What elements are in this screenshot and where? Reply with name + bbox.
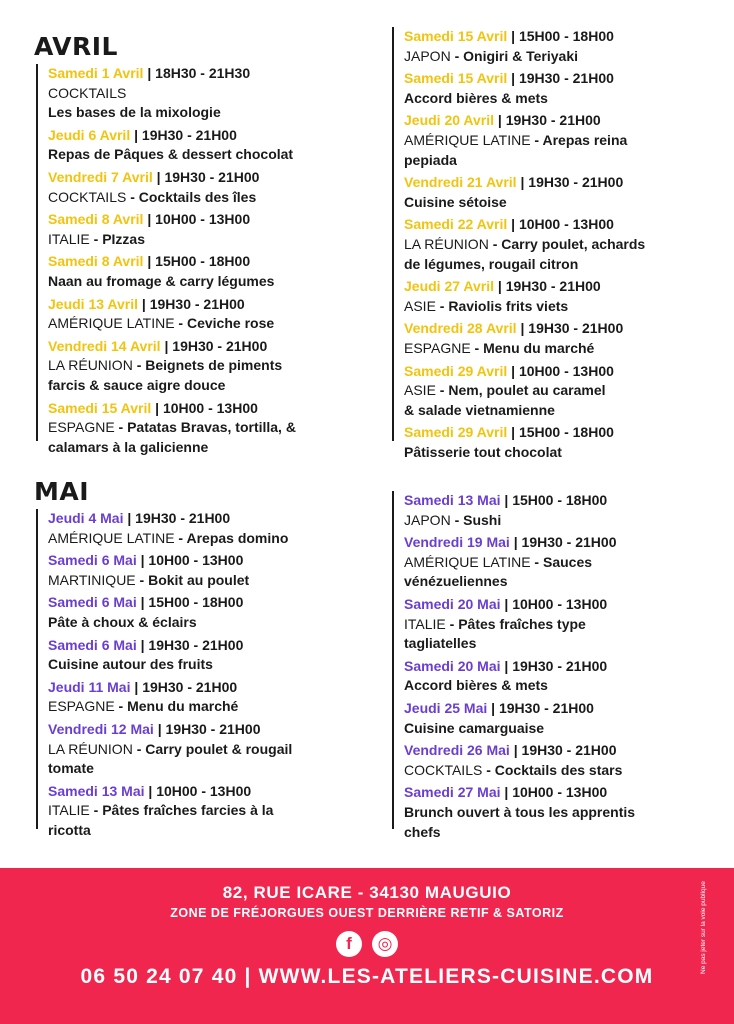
schedule-entry (48, 337, 368, 396)
address-line-1: 82, RUE ICARE - 34130 MAUGUIO (222, 883, 512, 902)
entry-date: Samedi 22 Avril (404, 216, 508, 233)
entry-description (404, 719, 722, 739)
entry-description (48, 801, 368, 821)
entry-text: - Pâtes fraîches type (445, 615, 586, 632)
schedule-entry (404, 319, 722, 358)
entry-date: Samedi 29 Avril (404, 362, 508, 379)
entry-time: 15H00 - 18H00 (155, 253, 251, 270)
entry-text: - Cocktails des îles (126, 188, 257, 205)
entry-description (404, 761, 722, 781)
entry-time: 19H30 - 21H00 (528, 320, 624, 337)
schedule-entry (404, 173, 722, 212)
entry-description (48, 740, 368, 760)
mai-schedule-left (36, 509, 368, 838)
entry-theme: ITALIE (404, 615, 446, 632)
entry-time: 19H30 - 21H00 (521, 742, 617, 759)
entry-time: 19H30 - 21H00 (148, 636, 244, 653)
entry-description (404, 572, 722, 592)
entry-text: ricotta (48, 821, 91, 838)
entry-time: 10H00 - 13H00 (518, 362, 614, 379)
facebook-icon[interactable]: f (336, 931, 362, 957)
avril-schedule-left (36, 64, 368, 455)
entry-time: 19H30 - 21H00 (505, 112, 601, 129)
entry-date-time: Samedi 6 Mai | 10H00 - 13H00 (48, 552, 244, 569)
schedule-entry (48, 126, 368, 165)
entry-text: Naan au fromage & carry légumes (48, 272, 275, 289)
entry-date: Samedi 13 Mai (48, 782, 145, 799)
schedule-entry (48, 168, 368, 207)
entry-date-time: Samedi 20 Mai | 10H00 - 13H00 (404, 595, 608, 612)
entry-date-time: Jeudi 4 Mai | 19H30 - 21H00 (48, 510, 231, 526)
entry-date: Samedi 29 Avril (404, 424, 508, 441)
entry-description (404, 401, 722, 421)
entry-description (48, 272, 368, 292)
mai-schedule-right (392, 491, 722, 840)
schedule-entry (48, 210, 368, 249)
entry-theme: LA RÉUNION (48, 740, 133, 757)
entry-date: Samedi 20 Mai (404, 657, 501, 674)
entry-theme: LA RÉUNION (48, 357, 133, 374)
entry-description (48, 188, 368, 208)
schedule-entry (404, 699, 722, 738)
entry-time: 19H30 - 21H00 (505, 278, 601, 295)
entry-time: 19H30 - 21H00 (135, 510, 231, 526)
entry-text: Brunch ouvert à tous les apprentis (404, 803, 636, 820)
entry-description (404, 634, 722, 654)
entry-date: Samedi 15 Avril (404, 28, 508, 44)
entry-time: 19H30 - 21H00 (512, 657, 608, 674)
entry-date: Jeudi 13 Avril (48, 295, 139, 312)
entry-time: 19H30 - 21H00 (149, 295, 245, 312)
entry-text: - Arepas reina (530, 131, 628, 148)
entry-description (48, 821, 368, 841)
entry-theme: AMÉRIQUE LATINE (404, 131, 531, 148)
avril-schedule-right (392, 27, 722, 460)
address-line-2: ZONE DE FRÉJORGUES OUEST DERRIÈRE RETIF & SATORIZ (170, 906, 564, 920)
entry-date-time: Samedi 6 Mai | 15H00 - 18H00 (48, 594, 244, 611)
entry-text: - Sauces (530, 553, 593, 570)
entry-date-time: Samedi 13 Mai | 10H00 - 13H00 (48, 782, 252, 799)
entry-text: - Carry poulet, achards (488, 235, 646, 252)
schedule-entry (404, 741, 722, 780)
entry-text: - PIzzas (89, 230, 146, 247)
entry-text: farcis & sauce aigre douce (48, 376, 226, 393)
entry-text: - Ceviche rose (174, 315, 275, 332)
entry-time: 10H00 - 13H00 (512, 784, 608, 801)
entry-date-time: Samedi 15 Avril | 15H00 - 18H00 (404, 28, 614, 44)
entry-theme: ASIE (404, 297, 436, 314)
entry-description (404, 443, 722, 463)
entry-description (404, 553, 722, 573)
entry-theme: AMÉRIQUE LATINE (404, 553, 531, 570)
entry-description (48, 529, 368, 549)
schedule-entry (404, 533, 722, 592)
entry-text: de légumes, rougail citron (404, 255, 579, 272)
entry-text: chefs (404, 823, 441, 840)
entry-time: 19H30 - 21H00 (498, 699, 594, 716)
social-links (0, 931, 734, 957)
entry-description (404, 803, 722, 823)
schedule-entry (404, 595, 722, 654)
entry-text: - Beignets de piments (132, 357, 283, 374)
entry-date: Jeudi 25 Mai (404, 699, 488, 716)
entry-date-time: Samedi 22 Avril | 10H00 - 13H00 (404, 216, 614, 233)
entry-date-time: Vendredi 14 Avril | 19H30 - 21H00 (48, 337, 268, 354)
entry-date: Jeudi 4 Mai (48, 510, 124, 526)
entry-description (48, 759, 368, 779)
entry-text: Cuisine camarguaise (404, 719, 545, 736)
entry-date-time: Samedi 29 Avril | 10H00 - 13H00 (404, 362, 614, 379)
entry-theme: ESPAGNE (404, 339, 471, 356)
entry-text: Pâte à choux & éclairs (48, 613, 197, 630)
entry-time: 19H30 - 21H00 (172, 337, 268, 354)
entry-description (404, 47, 722, 67)
entry-date-time: Vendredi 28 Avril | 19H30 - 21H00 (404, 320, 624, 337)
schedule-entry (48, 720, 368, 779)
schedule-entry (48, 678, 368, 717)
schedule-entry (48, 252, 368, 291)
entry-description (404, 255, 722, 275)
schedule-entry (404, 423, 722, 462)
entry-date-time: Samedi 15 Avril | 10H00 - 13H00 (48, 399, 258, 416)
entry-date: Vendredi 21 Avril (404, 174, 517, 191)
footer (0, 868, 734, 1024)
entry-description (404, 235, 722, 255)
entry-date: Samedi 8 Avril (48, 211, 144, 228)
entry-theme: COCKTAILS (48, 84, 127, 101)
entry-text: Cuisine autour des fruits (48, 656, 213, 673)
entry-text: - Menu du marché (470, 339, 595, 356)
entry-text: & salade vietnamienne (404, 401, 555, 418)
entry-date: Jeudi 27 Avril (404, 278, 495, 295)
entry-theme: AMÉRIQUE LATINE (48, 529, 175, 546)
entry-theme: ESPAGNE (48, 698, 115, 715)
entry-date: Samedi 27 Mai (404, 784, 501, 801)
entry-date-time: Samedi 29 Avril | 15H00 - 18H00 (404, 424, 614, 441)
entry-date: Vendredi 19 Mai (404, 534, 510, 551)
entry-date: Samedi 15 Avril (404, 70, 508, 87)
entry-description (48, 697, 368, 717)
entry-theme: MARTINIQUE (48, 571, 136, 588)
entry-text: tagliatelles (404, 635, 477, 652)
entry-text: Cuisine sétoise (404, 193, 507, 210)
entry-time: 10H00 - 13H00 (156, 782, 252, 799)
entry-date: Vendredi 12 Mai (48, 720, 154, 737)
entry-theme: LA RÉUNION (404, 235, 489, 252)
entry-theme: JAPON (404, 511, 451, 528)
entry-time: 10H00 - 13H00 (518, 216, 614, 233)
entry-time: 19H30 - 21H00 (165, 720, 261, 737)
entry-description (404, 381, 722, 401)
entry-description (48, 356, 368, 376)
entry-description (48, 376, 368, 396)
schedule-entry (404, 277, 722, 316)
entry-text: Repas de Pâques & dessert chocolat (48, 146, 294, 163)
entry-description (48, 438, 368, 458)
entry-description (48, 418, 368, 438)
entry-theme: ESPAGNE (48, 419, 115, 436)
entry-description (404, 823, 722, 843)
entry-time: 10H00 - 13H00 (155, 211, 251, 228)
schedule-entry (48, 295, 368, 334)
schedule-entry (404, 783, 722, 842)
entry-time: 19H30 - 21H00 (528, 174, 624, 191)
schedule-entry (48, 509, 368, 548)
entry-time: 18H30 - 21H30 (155, 65, 251, 81)
entry-description (404, 511, 722, 531)
entry-text: - Menu du marché (114, 698, 239, 715)
entry-time: 19H30 - 21H00 (142, 678, 238, 695)
entry-text: Accord bières & mets (404, 677, 548, 694)
entry-date: Samedi 6 Mai (48, 594, 137, 611)
entry-time: 19H30 - 21H00 (518, 70, 614, 87)
entry-date-time: Samedi 6 Mai | 19H30 - 21H00 (48, 636, 244, 653)
entry-description (48, 84, 368, 104)
entry-text: - Patatas Bravas, tortilla, & (114, 419, 296, 436)
entry-text: Accord bières & mets (404, 89, 548, 106)
entry-description (404, 89, 722, 109)
entry-date: Samedi 6 Mai (48, 636, 137, 653)
entry-date: Jeudi 20 Avril (404, 112, 495, 129)
entry-date: Vendredi 14 Avril (48, 337, 161, 354)
entry-description (48, 230, 368, 250)
entry-date-time: Jeudi 13 Avril | 19H30 - 21H00 (48, 295, 245, 312)
entry-theme: ITALIE (48, 230, 90, 247)
entry-text: calamars à la galicienne (48, 438, 209, 455)
schedule-entry (48, 399, 368, 458)
entry-date: Samedi 13 Mai (404, 492, 501, 508)
entry-time: 10H00 - 13H00 (162, 399, 258, 416)
contact-phone-website[interactable]: 06 50 24 07 40 | WWW.LES-ATELIERS-CUISINE.COM (80, 965, 654, 988)
schedule-entry (404, 491, 722, 530)
schedule-entry (404, 215, 722, 274)
entry-date: Samedi 6 Mai (48, 552, 137, 569)
entry-time: 10H00 - 13H00 (148, 552, 244, 569)
entry-date-time: Samedi 8 Avril | 10H00 - 13H00 (48, 211, 251, 228)
entry-date: Samedi 8 Avril (48, 253, 144, 270)
entry-text: - Sushi (450, 511, 502, 528)
schedule-entry (404, 657, 722, 696)
entry-text: - Onigiri & Teriyaki (450, 47, 579, 64)
entry-theme: JAPON (404, 47, 451, 64)
entry-description (48, 655, 368, 675)
entry-date-time: Vendredi 12 Mai | 19H30 - 21H00 (48, 720, 261, 737)
entry-date-time: Jeudi 25 Mai | 19H30 - 21H00 (404, 699, 594, 716)
entry-text: - Pâtes fraîches farcies à la (89, 802, 274, 819)
month-title-avril: AVRIL (34, 32, 118, 61)
entry-date-time: Samedi 8 Avril | 15H00 - 18H00 (48, 253, 251, 270)
entry-time: 19H30 - 21H00 (521, 534, 617, 551)
entry-theme: COCKTAILS (48, 188, 127, 205)
instagram-icon[interactable]: ◎ (372, 931, 398, 957)
entry-date-time: Samedi 13 Mai | 15H00 - 18H00 (404, 492, 608, 508)
entry-date-time: Vendredi 7 Avril | 19H30 - 21H00 (48, 168, 260, 185)
schedule-entry (404, 111, 722, 170)
entry-time: 19H30 - 21H00 (141, 126, 237, 143)
entry-text: Pâtisserie tout chocolat (404, 443, 562, 460)
entry-text: - Bokit au poulet (135, 571, 250, 588)
entry-date-time: Vendredi 26 Mai | 19H30 - 21H00 (404, 742, 617, 759)
entry-text: - Cocktails des stars (482, 761, 623, 778)
entry-text: - Raviolis frits viets (435, 297, 569, 314)
entry-text: vénézueliennes (404, 573, 508, 590)
schedule-entry (48, 636, 368, 675)
entry-description (404, 297, 722, 317)
entry-time: 19H30 - 21H00 (164, 168, 260, 185)
entry-description (48, 613, 368, 633)
entry-date: Samedi 15 Avril (48, 399, 152, 416)
entry-theme: ITALIE (48, 802, 90, 819)
entry-date-time: Jeudi 6 Avril | 19H30 - 21H00 (48, 126, 237, 143)
entry-text: - Nem, poulet au caramel (435, 382, 606, 399)
entry-date-time: Samedi 1 Avril | 18H30 - 21H30 (48, 65, 251, 81)
entry-text: - Arepas domino (174, 529, 289, 546)
entry-description (404, 676, 722, 696)
legal-notice: Ne pas jeter sur la voie publique (700, 881, 707, 974)
month-title-mai: MAI (34, 477, 90, 506)
entry-date-time: Samedi 20 Mai | 19H30 - 21H00 (404, 657, 608, 674)
schedule-entry (48, 593, 368, 632)
entry-description (404, 339, 722, 359)
schedule-entry (48, 782, 368, 841)
entry-date: Samedi 1 Avril (48, 65, 144, 81)
schedule-entry (404, 69, 722, 108)
entry-theme: ASIE (404, 382, 436, 399)
entry-theme: COCKTAILS (404, 761, 483, 778)
entry-date: Jeudi 6 Avril (48, 126, 131, 143)
entry-time: 15H00 - 18H00 (518, 424, 614, 441)
entry-date-time: Jeudi 11 Mai | 19H30 - 21H00 (48, 678, 238, 695)
entry-date-time: Jeudi 27 Avril | 19H30 - 21H00 (404, 278, 601, 295)
entry-theme: AMÉRIQUE LATINE (48, 315, 175, 332)
entry-time: 15H00 - 18H00 (148, 594, 244, 611)
entry-time: 15H00 - 18H00 (512, 492, 608, 508)
entry-description (48, 103, 368, 123)
schedule-entry (404, 27, 722, 66)
entry-description (48, 145, 368, 165)
entry-text: - Carry poulet & rougail (132, 740, 293, 757)
entry-date: Vendredi 26 Mai (404, 742, 510, 759)
entry-description (404, 151, 722, 171)
entry-description (404, 193, 722, 213)
entry-text: tomate (48, 760, 94, 777)
schedule-entry (48, 551, 368, 590)
entry-text: pepiada (404, 151, 457, 168)
entry-description (404, 131, 722, 151)
entry-date: Jeudi 11 Mai (48, 678, 131, 695)
entry-time: 10H00 - 13H00 (512, 595, 608, 612)
schedule-entry (404, 362, 722, 421)
entry-date: Vendredi 7 Avril (48, 168, 153, 185)
entry-date: Vendredi 28 Avril (404, 320, 517, 337)
entry-date-time: Samedi 15 Avril | 19H30 - 21H00 (404, 70, 614, 87)
entry-date-time: Vendredi 19 Mai | 19H30 - 21H00 (404, 534, 617, 551)
entry-text: Les bases de la mixologie (48, 104, 221, 121)
entry-date: Samedi 20 Mai (404, 595, 501, 612)
entry-date-time: Samedi 27 Mai | 10H00 - 13H00 (404, 784, 608, 801)
entry-date-time: Vendredi 21 Avril | 19H30 - 21H00 (404, 174, 624, 191)
schedule-entry (48, 64, 368, 123)
entry-time: 15H00 - 18H00 (518, 28, 614, 44)
entry-description (48, 571, 368, 591)
entry-description (404, 615, 722, 635)
entry-description (48, 314, 368, 334)
entry-date-time: Jeudi 20 Avril | 19H30 - 21H00 (404, 112, 601, 129)
